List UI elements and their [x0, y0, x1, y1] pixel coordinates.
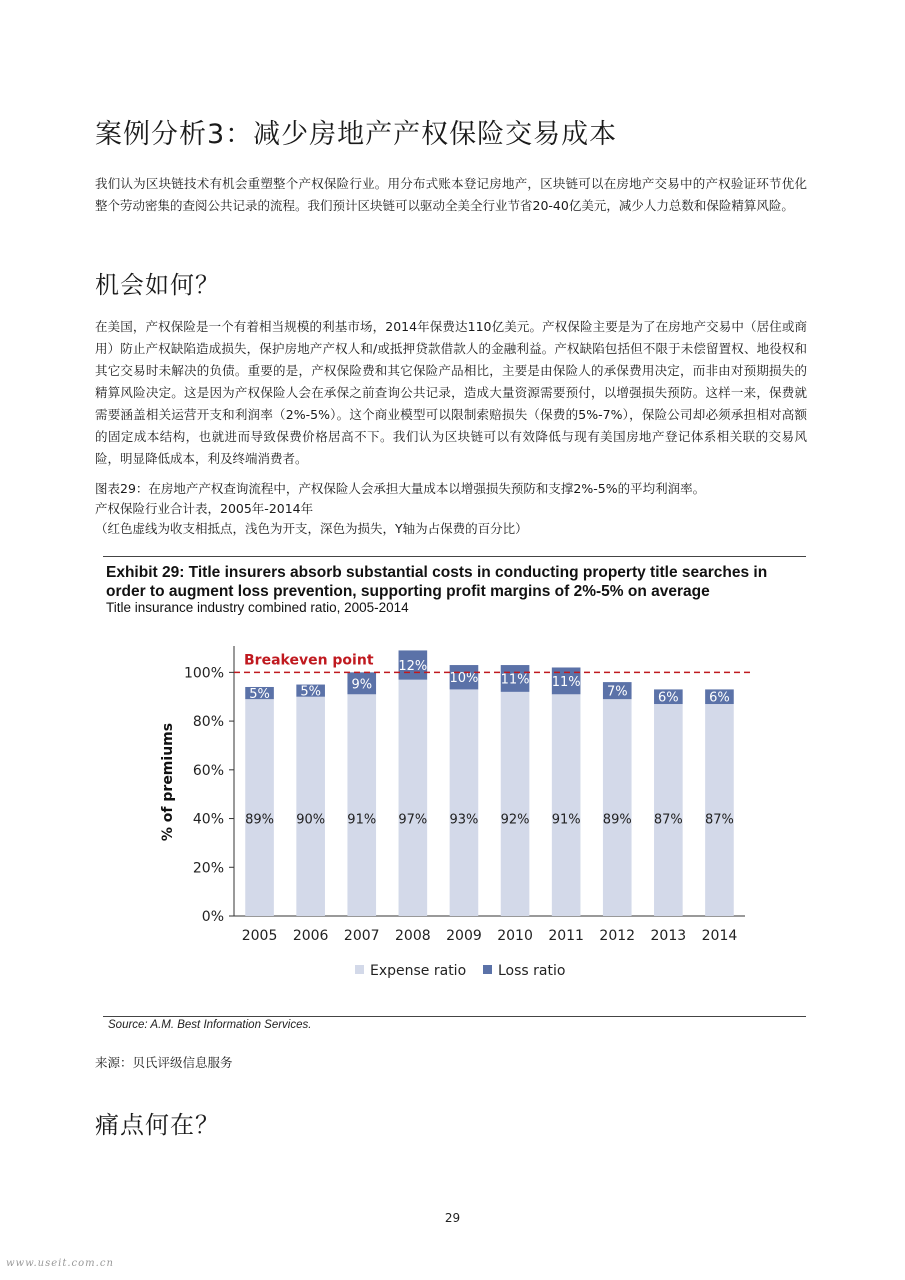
legend-label-loss: Loss ratio — [498, 963, 566, 979]
x-tick-label-2009: 2009 — [446, 928, 482, 944]
label-loss-2014: 6% — [709, 690, 730, 706]
label-expense-2007: 91% — [347, 812, 377, 828]
x-tick-label-2007: 2007 — [343, 928, 380, 944]
y-tick-label: 100% — [183, 665, 224, 682]
y-axis-label: % of premiums — [160, 722, 176, 842]
label-loss-2011: 11% — [551, 674, 581, 690]
x-tick-label-2012: 2012 — [599, 928, 636, 944]
x-tick-label-2011: 2011 — [548, 928, 584, 944]
heading-pain-points: 痛点何在？ — [95, 1111, 220, 1139]
bar-expense-2006 — [296, 697, 325, 916]
label-expense-2008: 97% — [398, 812, 428, 828]
label-loss-2013: 6% — [658, 690, 679, 706]
y-tick-label: 0% — [201, 909, 224, 925]
legend-swatch-loss — [483, 965, 492, 974]
y-tick-label: 80% — [192, 714, 224, 731]
exhibit-subtitle: Title insurance industry combined ratio, 2005-2014 — [106, 600, 409, 615]
breakeven-label: Breakeven point — [244, 652, 374, 669]
label-expense-2014: 87% — [704, 812, 734, 828]
x-tick-label-2008: 2008 — [395, 928, 431, 944]
y-tick-label: 20% — [192, 860, 224, 877]
source-chinese: 来源：贝氏评级信息服务 — [95, 1055, 233, 1070]
label-loss-2005: 5% — [249, 687, 270, 703]
x-tick-label-2010: 2010 — [497, 928, 533, 944]
opportunity-paragraph: 在美国，产权保险是一个有着相当规模的利基市场，2014年保费达110亿美元。产权保险主要是为了在房地产交易中（居住或商用）防止产权缺陷造成损失，保护房地产产权人和/或抵押贷款借款人的金融利益。产权缺陷包括但不限于未偿留置权、地役权和其它交易时未解决的负债。重要的是，产权保险费和其它保险产品相比，主要是由保险人的承保费用决定，而非由对预期损失的精算风险决定。这是因为产权保险人会在承保之前查询公共记录，造成大量资源需要预付，以增强损失预防。这样一来，保费就需要涵盖相关运营开支和利润率（2%-5%）。这个商业模型可以限制索赔损失（保费的5%-7%），保险公司却必须承担相对高额的固定成本结构，也就进而导致保费价格居高不下。我们认为区块链可以有效降低与现有美国房地产登记体系相关联的交易风险，明显降低成本，利及终端消费者。 — [95, 319, 807, 466]
legend-swatch-expense — [355, 965, 364, 974]
x-tick-label-2005: 2005 — [241, 928, 278, 944]
combined-ratio-chart — [150, 640, 770, 1000]
label-loss-2006: 5% — [300, 684, 321, 700]
watermark: www.useit.com.cn — [6, 1258, 114, 1269]
figure-caption-line2: 产权保险行业合计表，2005年-2014年 — [95, 501, 314, 516]
bar-expense-2009 — [450, 689, 479, 916]
intro-paragraph: 我们认为区块链技术有机会重塑整个产权保险行业。用分布式账本登记房地产，区块链可以在房地产交易中的产权验证环节优化整个劳动密集的查阅公共记录的流程。我们预计区块链可以驱动全美全行业节省20-40亿美元，减少人力总数和保险精算风险。 — [95, 176, 807, 213]
label-expense-2013: 87% — [653, 812, 683, 828]
bar-expense-2012 — [603, 699, 632, 916]
exhibit-bottom-rule — [103, 1016, 806, 1017]
label-loss-2009: 10% — [449, 671, 479, 687]
label-expense-2006: 90% — [296, 812, 326, 828]
figure-caption-line3: （红色虚线为收支相抵点，浅色为开支，深色为损失，Y轴为占保费的百分比） — [95, 521, 528, 536]
exhibit-title: Exhibit 29: Title insurers absorb substantial costs in conducting property title searches in order to augment loss prevention, supporting profit margins of 2%-5% on average — [106, 564, 768, 600]
page-number: 29 — [444, 1211, 461, 1225]
label-expense-2012: 89% — [602, 812, 632, 828]
section-heading-case-study: 案例分析3：减少房地产产权保险交易成本 — [95, 119, 618, 150]
bar-expense-2014 — [705, 704, 734, 916]
bar-expense-2005 — [245, 699, 274, 916]
label-expense-2010: 92% — [500, 812, 530, 828]
bar-expense-2008 — [399, 680, 428, 916]
label-loss-2008: 12% — [398, 659, 428, 675]
label-expense-2011: 91% — [551, 812, 581, 828]
x-tick-label-2013: 2013 — [650, 928, 687, 944]
label-expense-2009: 93% — [449, 812, 479, 828]
exhibit-top-rule — [103, 556, 806, 557]
label-loss-2012: 7% — [606, 684, 628, 700]
bar-expense-2010 — [501, 692, 530, 916]
y-tick-label: 40% — [192, 811, 224, 828]
heading-opportunity: 机会如何？ — [95, 271, 220, 299]
label-expense-2005: 89% — [245, 812, 275, 828]
label-loss-2010: 11% — [500, 672, 530, 688]
y-tick-label: 60% — [192, 762, 224, 779]
bar-expense-2007 — [347, 694, 376, 916]
legend-label-expense: Expense ratio — [370, 963, 467, 979]
bar-expense-2011 — [552, 694, 581, 916]
figure-caption-line1: 图表29：在房地产产权查询流程中，产权保险人会承担大量成本以增强损失预防和支撑2%-5%的平均利润率。 — [95, 481, 706, 496]
source-english: Source: A.M. Best Information Services. — [108, 1019, 312, 1031]
label-loss-2007: 9% — [351, 677, 373, 693]
bar-expense-2013 — [654, 704, 683, 916]
x-tick-label-2014: 2014 — [701, 928, 738, 944]
x-tick-label-2006: 2006 — [292, 928, 329, 944]
